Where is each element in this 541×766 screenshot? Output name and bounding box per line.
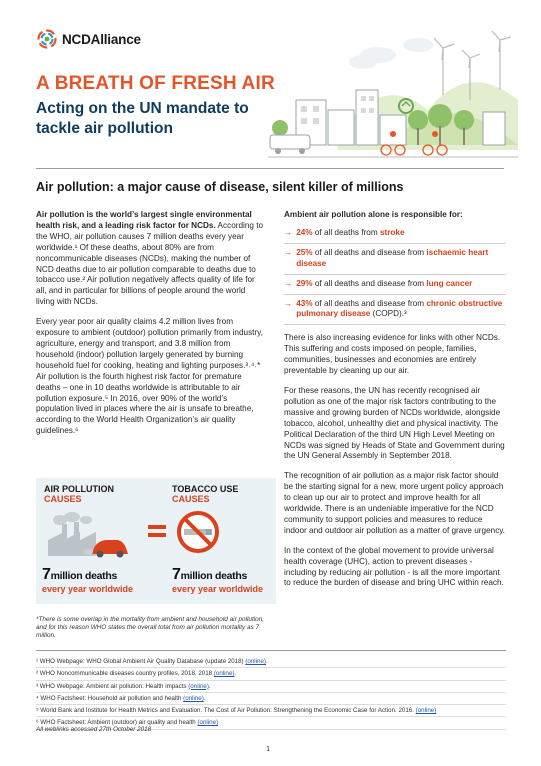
reference-number: ⁶ bbox=[36, 719, 41, 727]
intro-bold: Air pollution is the world’s largest single environmental health risk, and a leading risk factor for NCDs. bbox=[36, 210, 252, 230]
arrow-icon: → bbox=[284, 247, 293, 257]
risk-desc: of all deaths from bbox=[312, 227, 380, 237]
every-year-left: every year worldwide bbox=[42, 584, 134, 594]
reference-item bbox=[36, 705, 506, 717]
reference-text: WHO Factsheet: Household air pollution and health bbox=[40, 694, 184, 702]
risk-item bbox=[284, 244, 506, 275]
deaths-unit-left: million deaths bbox=[50, 570, 118, 582]
page-subtitle: Acting on the UN mandate to tackle air pollution bbox=[36, 100, 249, 137]
reference-online-link[interactable]: (online) bbox=[197, 719, 219, 727]
reference-item bbox=[36, 693, 506, 705]
reference-end: . bbox=[234, 670, 237, 678]
reference-text: World Bank and Institute for Health Metrics and Evaluation. The Cost of Air Pollution: Strengthening the Economic Case for Action. 2016. bbox=[40, 707, 416, 715]
reference-text: WHO Webpage: WHO Global Ambient Air Quality Database (update 2018) bbox=[39, 658, 246, 665]
risk-cause: stroke bbox=[379, 227, 405, 237]
right-paragraph-3: The recognition of air pollution as a major risk factor should be the starting signal for a new, more urgent policy approach to clean up our air to protect and improve health for all worldwide. There is an undeniable imperative for the NCD community to support policies and measures to reduce indoor and outdoor air pollution as a matter of grave urgency. bbox=[284, 471, 506, 535]
reference-text: WHO Noncommunicable diseases country profiles, 2018. 2018 bbox=[39, 670, 214, 678]
right-paragraph-2: For these reasons, the UN has recently recognised air pollution as one of the major risk factors contributing to the massive and growing burden of NCDs worldwide, alongside tobacco, alcohol, unhealthy diet and physical inactivity. The Political Declaration of the third UN High Level Meeting on NCDs was signed by Heads of State and Government during the UN General Assembly in September 2018. bbox=[284, 385, 505, 461]
every-year-right: every year worldwide bbox=[172, 584, 264, 594]
reference-item bbox=[36, 681, 506, 693]
risk-item bbox=[284, 275, 506, 295]
arrow-icon: → bbox=[284, 278, 293, 288]
reference-text: WHO Webpage: Ambient air pollution: Health impacts bbox=[39, 682, 189, 690]
tobacco-use-causes: CAUSES bbox=[172, 494, 210, 504]
risk-tail: (COPD).³ bbox=[370, 309, 407, 319]
no-smoking-icon bbox=[176, 510, 220, 554]
refs-divider bbox=[36, 650, 506, 651]
reference-number: ³ bbox=[36, 682, 40, 690]
reference-end: . bbox=[265, 658, 268, 665]
risk-text bbox=[296, 279, 472, 290]
city-illustration bbox=[268, 20, 518, 165]
air-pollution-deaths bbox=[42, 566, 133, 584]
overlap-footnote: *There is some overlap in the mortality from ambient and household air pollution, and for this reason WHO states the overall total from air pollution mortality as 7 million. bbox=[36, 616, 265, 639]
equals-icon bbox=[147, 523, 167, 539]
risk-text bbox=[296, 299, 506, 321]
right-column bbox=[284, 210, 506, 598]
risk-percent: 25% bbox=[296, 247, 313, 257]
page-number: 1 bbox=[266, 744, 271, 753]
reference-number: ² bbox=[36, 670, 40, 678]
risk-text bbox=[296, 228, 404, 239]
weblinks-accessed: All weblinks accessed 27th October 2018 bbox=[36, 726, 152, 733]
reference-text: WHO Factsheet: Ambient (outdoor) air quality and health bbox=[40, 719, 198, 727]
risk-desc: of all deaths and disease from bbox=[312, 298, 427, 308]
factory-car-icon bbox=[42, 512, 130, 558]
tobacco-deaths bbox=[172, 566, 263, 584]
reference-online-link[interactable]: (online) bbox=[188, 682, 209, 690]
risk-cause: ischaemic heart disease bbox=[296, 247, 489, 268]
deaths-unit-right: million deaths bbox=[180, 570, 248, 582]
arrow-icon: → bbox=[284, 298, 293, 308]
arrow-icon: → bbox=[284, 227, 293, 237]
risk-lead: Ambient air pollution alone is responsible for: bbox=[284, 210, 463, 219]
risk-percent: 24% bbox=[296, 227, 313, 237]
infographic-box bbox=[36, 478, 276, 604]
reference-number: ⁴ bbox=[36, 694, 41, 702]
risk-desc: of all deaths and disease from bbox=[312, 278, 427, 288]
risk-item bbox=[284, 295, 506, 326]
reference-end: . bbox=[208, 682, 211, 690]
risk-item bbox=[284, 224, 506, 244]
left-column bbox=[36, 210, 266, 446]
tobacco-use-title: TOBACCO USE bbox=[172, 484, 239, 494]
risk-text bbox=[296, 248, 506, 270]
reference-number: ¹ bbox=[36, 658, 40, 665]
body-paragraph-2: Every year poor air quality claims 4.2 million lives from exposure to ambient (outdoor) pollution primarily from industry, agriculture, energy and transport, and 3.8 million from household (indoor) pollution largely generated by burning household fuel for cooking, heating and lighting purposes.³˒⁴˒* Air pollution is the fourth highest risk factor for premature deaths – one in 10 deaths worldwide is attributable to air pollution exposure.⁵ In 2016, over 90% of the world’s population lived in places where the air is unsafe to breathe, according to the World Health Organization’s air quality guidelines.⁶ bbox=[36, 317, 263, 436]
ncd-alliance-logo bbox=[36, 28, 141, 50]
deaths-number-right: 7 bbox=[172, 566, 181, 583]
risk-list bbox=[284, 224, 506, 325]
intro-rest: According to the WHO, air pollution causes 7 million deaths every year worldwide.¹ Of these deaths, about 80% are from noncommunicable diseases (NCDs), making the number of NCD deaths due to air pollution comparable to deaths due to tobacco use.² Air pollution negatively affects quality of life for all, and in particular for billions of people around the world living with NCDs. bbox=[36, 220, 264, 307]
risk-cause: lung cancer bbox=[426, 278, 473, 288]
reference-online-link[interactable]: (online) bbox=[183, 694, 204, 702]
reference-item bbox=[36, 668, 506, 680]
brand-name: NCDAlliance bbox=[62, 31, 141, 47]
reference-end: . bbox=[203, 694, 206, 702]
risk-desc: of all deaths and disease from bbox=[312, 247, 427, 257]
air-pollution-causes: CAUSES bbox=[44, 494, 82, 504]
air-pollution-title: AIR POLLUTION bbox=[44, 484, 114, 494]
reference-number: ⁵ bbox=[36, 707, 41, 715]
risk-percent: 43% bbox=[296, 298, 313, 308]
right-paragraph-1: There is also increasing evidence for links with other NCDs. This suffering and costs imposed on people, families, communities, businesses and economies are entirely preventable by cleaning up our air. bbox=[284, 333, 501, 376]
risk-cause: chronic obstructive pulmonary disease bbox=[296, 298, 503, 319]
section-heading: Air pollution: a major cause of disease, silent killer of millions bbox=[36, 180, 404, 194]
page-title: A BREATH OF FRESH AIR bbox=[36, 73, 275, 94]
intro-paragraph bbox=[36, 210, 266, 308]
deaths-number-left: 7 bbox=[42, 566, 51, 583]
references-list bbox=[36, 656, 506, 730]
risk-percent: 29% bbox=[296, 278, 313, 288]
top-divider bbox=[36, 168, 504, 169]
reference-online-link[interactable]: (online) bbox=[245, 658, 266, 665]
reference-online-link[interactable]: (online) bbox=[415, 707, 437, 715]
reference-item bbox=[36, 656, 506, 668]
ncd-logo-icon bbox=[36, 28, 58, 50]
reference-online-link[interactable]: (online) bbox=[213, 670, 235, 678]
right-paragraph-4: In the context of the global movement to provide universal health coverage (UHC), action to prevent diseases - including by reducing air pollution - is all the more important to reduce the burden of disease and bring UHC within reach. bbox=[284, 545, 504, 588]
